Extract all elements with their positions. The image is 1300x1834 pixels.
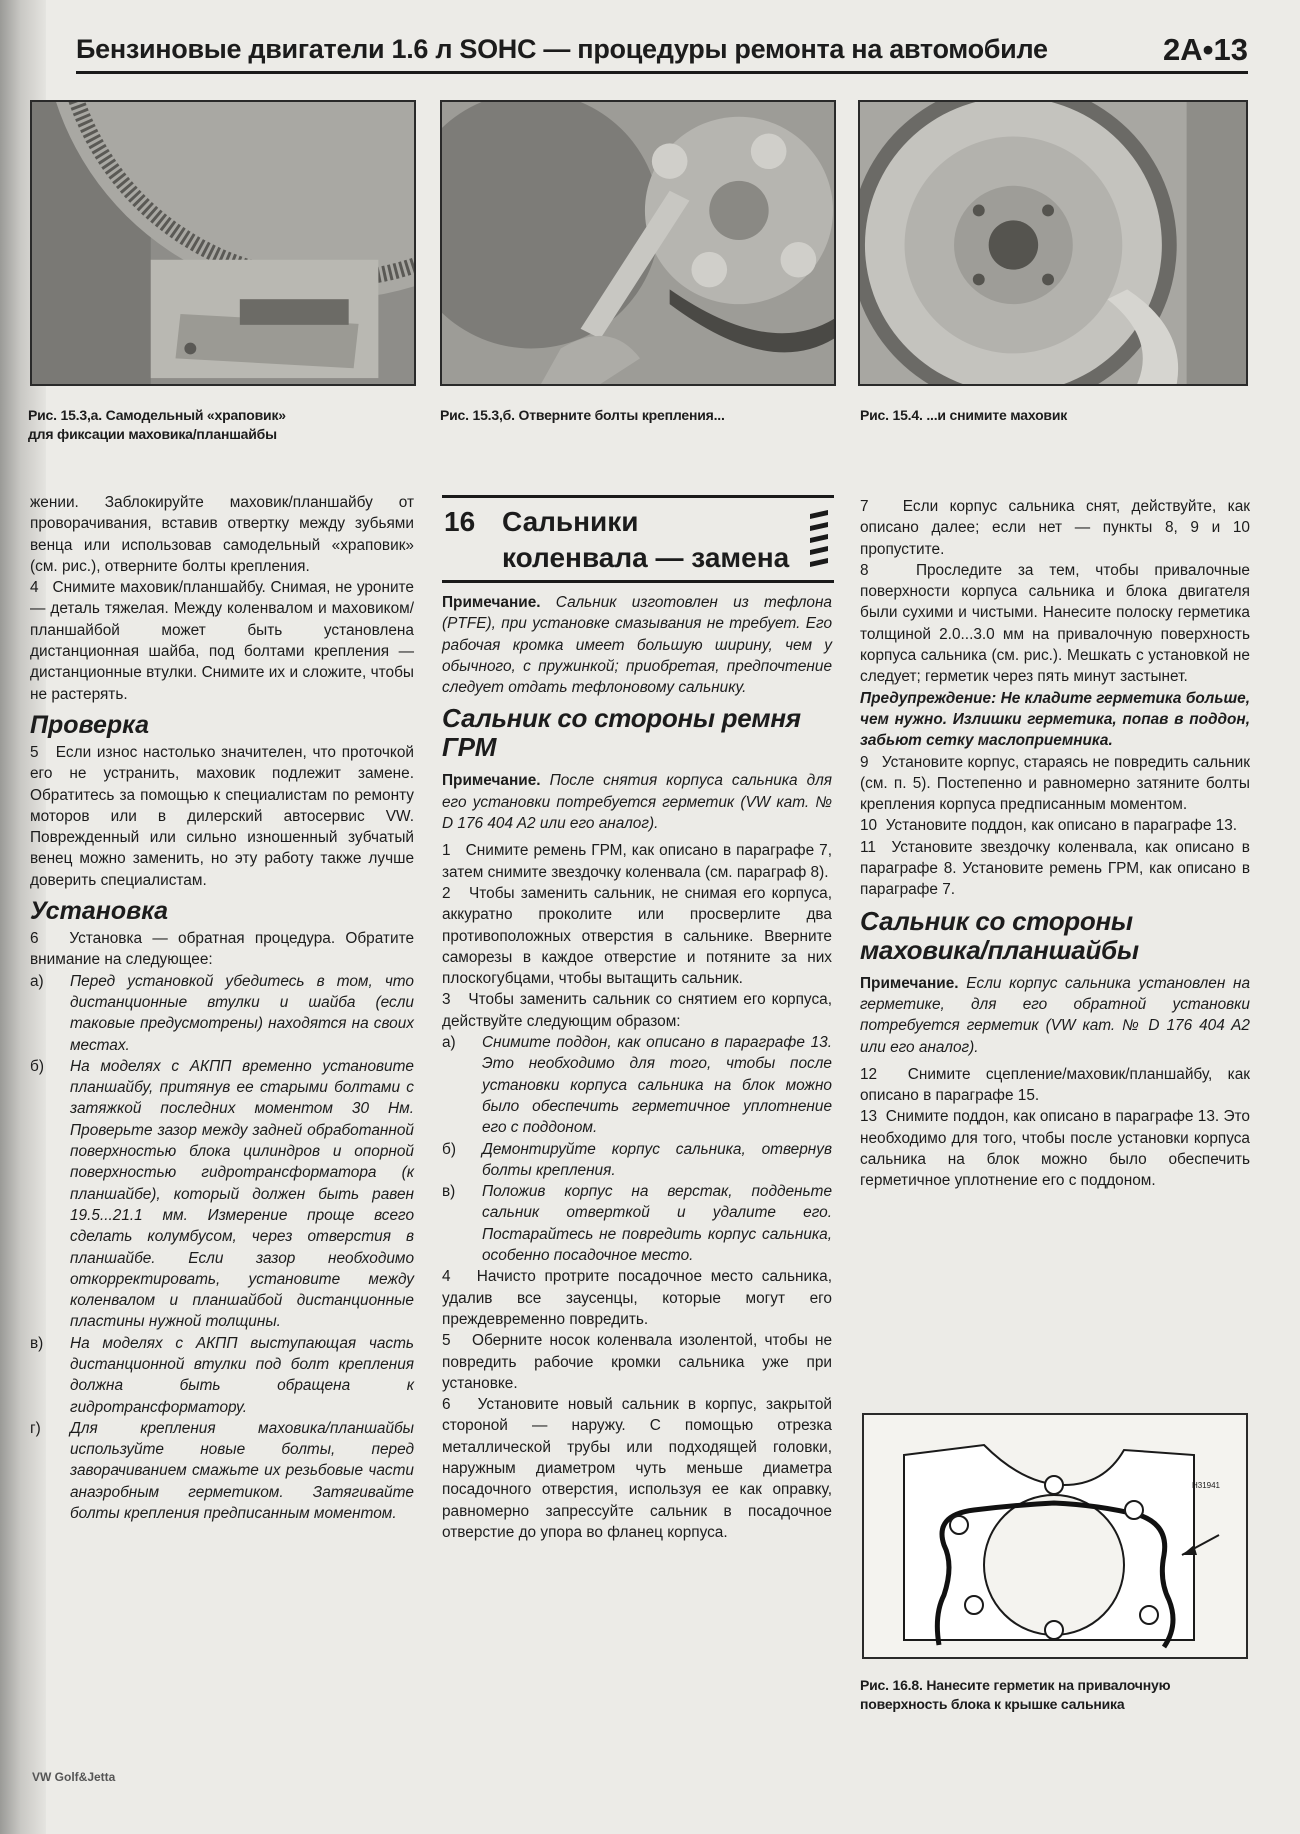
caption-fig-15-4: Рис. 15.4. ...и снимите маховик xyxy=(860,407,1068,423)
list-item: а) Перед установкой убедитесь в том, что дистанционные втулки и шайба (если таковые предусмотрены) находятся на своих местах. xyxy=(30,972,414,1054)
caption-fig-15-3b: Рис. 15.3,б. Отверните болты крепления... xyxy=(440,407,725,423)
left-column xyxy=(30,492,414,1524)
paragraph-5: 5 Если износ настолько значителен, что проточкой его не устранить, маховик подлежит замене. Обратитесь за помощью к специалистам по ремонту моторов или в дилерский автосервис VW. Поврежденный или сильно изношенный зубчатый венец можно заменить, но эту работу также лучше доверить специалистам. xyxy=(30,743,414,889)
diagram-fig-16-8 xyxy=(862,1413,1248,1659)
list-item: б) На моделях с АКПП временно установите планшайбу, притянув ее старыми болтами с затяжкой последних моментом 30 Нм. Проверьте зазор между задней обработанной поверхностью блока цилиндров и опорной поверхностью гидротрансформатора (к планшайбе), который должен быть равен 19.5...21.1 мм. Измерение проще всего сделать колумбусом, через отверстия в планшайбе. Если зазор необходимо откорректировать, установите между коленвалом и планшайбой дистанционные пластины нужной толщины. xyxy=(30,1057,414,1331)
paragraph-9: 9 Установите корпус, стараясь не повредить сальник (см. п. 5). Постепенно и равномерно затяните болты крепления корпуса предписанным моментом. xyxy=(860,753,1250,814)
photo-fig-15-3b xyxy=(440,100,836,386)
page-header xyxy=(76,32,1248,74)
paragraph-6: 6 Установка — обратная процедура. Обратите внимание на следующее: xyxy=(30,930,415,969)
paragraph-4: 4 Снимите маховик/планшайбу. Снимая, не уроните — деталь тяжелая. Между коленвалом и маховиком/планшайбой может быть установлена дистанционная шайба, под болтами крепления — дистанционные втулки. Снимите их и сложите, чтобы не растерять. xyxy=(30,579,414,703)
paragraph-1: 1 Снимите ремень ГРМ, как описано в параграфе 7, затем снимите звездочку коленвала (см. параграф 8). xyxy=(442,842,832,881)
section-title-line1: Сальники xyxy=(502,506,639,537)
list-item: б) Демонтируйте корпус сальника, отвернув болты крепления. xyxy=(442,1140,832,1179)
paragraph-4: 4 Начисто протрите посадочное место сальника, удалив все заусенцы, которые могут его преждевременно повредить. xyxy=(442,1268,833,1328)
paragraph-11: 11 Установите звездочку коленвала, как описано в параграфе 8. Установите ремень ГРМ, как описано в параграфе 7. xyxy=(860,838,1250,899)
list-item: а) Снимите поддон, как описано в параграфе 13. Это необходимо для того, чтобы после установки корпуса сальника на блок можно было обеспечить герметичное уплотнение его с поддоном. xyxy=(442,1034,832,1137)
caption-fig-16-8: Рис. 16.8. Нанесите герметик на привалочную поверхность блока к крышке сальника xyxy=(860,1677,1171,1712)
note-flywheel-sealant: Примечание. Если корпус сальника установлен на герметике, для его обратной установки потребуется герметик (VW кат. № D 176 404 A2 или его аналог). xyxy=(860,974,1251,1056)
list-item: в) На моделях с АКПП выступающая часть дистанционной втулки под болт крепления должна быть обращена к гидротрансформатору. xyxy=(30,1334,414,1416)
page-footer: VW Golf&Jetta xyxy=(32,1770,116,1784)
section-title-line2: коленвала — замена xyxy=(502,542,790,573)
heading-timing-belt-side: Сальник со стороны ремня ГРМ xyxy=(442,703,801,763)
paragraph-3: 3 Чтобы заменить сальник со снятием его корпуса, действуйте следующим образом: xyxy=(442,991,832,1030)
paragraph-8: 8 Проследите за тем, чтобы привалочные поверхности корпуса сальника и блока двигателя были сухими и чистыми. Нанесите полоску герметика толщиной 2.0...3.0 мм на привалочную поверхность корпуса сальника (см. рис.). Мешкать с установкой не следует; герметик через пять минут застынет. xyxy=(860,561,1250,686)
paragraph-intro: жении. Заблокируйте маховик/планшайбу от проворачивания, вставив отвертку между зубьями венца или использовав самодельный «храповик» (см. рис.), отверните болты крепления. xyxy=(30,494,414,575)
note-sealant: Примечание. После снятия корпуса сальника для его установки потребуется герметик (VW кат. № D 176 404 A2 или его аналог). xyxy=(442,772,832,833)
flywheel-lock-photo xyxy=(32,102,414,384)
note-ptfe: Примечание. Сальник изготовлен из тефлона (PTFE), при установке смазывания не требует. Его рабочая кромка имеет большую ширину, чем у обычного, с пружинкой; приобретая, предпочтение следует отдать тефлоновому сальнику. xyxy=(442,594,832,697)
paragraph-7: 7 Если корпус сальника снят, действуйте, как описано далее; если нет — пункты 8, 9 и 10 пропустите. xyxy=(860,498,1250,558)
photo-fig-15-4 xyxy=(858,100,1248,386)
paragraph-13: 13 Снимите поддон, как описано в параграфе 13. Это необходимо для того, чтобы после установки корпуса сальника на блок можно было обеспечить герметичное уплотнение его с поддоном. xyxy=(860,1108,1250,1190)
seal-housing-diagram xyxy=(864,1415,1250,1661)
heading-check: Проверка xyxy=(30,710,150,739)
diagram-code: H31941 xyxy=(1191,1481,1220,1490)
photo-fig-15-3a xyxy=(30,100,416,386)
section-number: 16 xyxy=(444,506,476,537)
middle-column xyxy=(442,592,832,1543)
list-item: г) Для крепления маховика/планшайбы используйте новые болты, перед заворачиванием смажьте их резьбовые части анаэробным герметиком. Затягивайте болты крепления предписанным моментом. xyxy=(30,1419,414,1523)
paragraph-5: 5 Оберните носок коленвала изолентой, чтобы не повредить рабочие кромки сальника уже при установке. xyxy=(442,1332,833,1392)
caption-fig-15-3a: Рис. 15.3,а. Самодельный «храповик» для фиксации маховика/планшайбы xyxy=(28,407,286,442)
bolt-removal-photo xyxy=(442,102,834,384)
section-16-heading xyxy=(442,495,834,583)
page-number: 2A•13 xyxy=(1163,32,1248,67)
paragraph-2: 2 Чтобы заменить сальник, не снимая его корпуса, аккуратно проколите или просверлите два противоположных отверстия в сальнике. Вверните саморезы в каждое отверстие и потяните за них плоскогубцами, чтобы вытащить сальник. xyxy=(442,884,832,988)
warning-sealant: Предупреждение: Не кладите герметика больше, чем нужно. Излишки герметика, попав в поддон, забьют сетку маслоприемника. xyxy=(860,689,1251,750)
heading-flywheel-side: Сальник со стороны маховика/планшайбы xyxy=(860,905,1139,965)
flywheel-removed-photo xyxy=(860,102,1246,384)
difficulty-wrench-icon xyxy=(806,508,832,574)
paragraph-12: 12 Снимите сцепление/маховик/планшайбу, как описано в параграфе 15. xyxy=(860,1065,1250,1105)
paragraph-6: 6 Установите новый сальник в корпус, закрытой стороной — наружу. С помощью отрезка металлической трубы или подходящей головки, наружным диаметром чуть меньше диаметра посадочного отверстия, используя ее как оправку, равномерно запрессуйте сальник в посадочное отверстие до упора во фланец корпуса. xyxy=(442,1396,832,1541)
running-title: Бензиновые двигатели 1.6 л SOHC — процедуры ремонта на автомобиле xyxy=(76,34,1048,64)
heading-install: Установка xyxy=(30,897,169,926)
right-column xyxy=(860,496,1250,1192)
paragraph-10: 10 Установите поддон, как описано в параграфе 13. xyxy=(860,817,1238,835)
list-item: в) Положив корпус на верстак, подденьте сальник отверткой и удалите его. Постарайтесь не повредить корпус сальника, особенно посадочное место. xyxy=(442,1183,832,1265)
